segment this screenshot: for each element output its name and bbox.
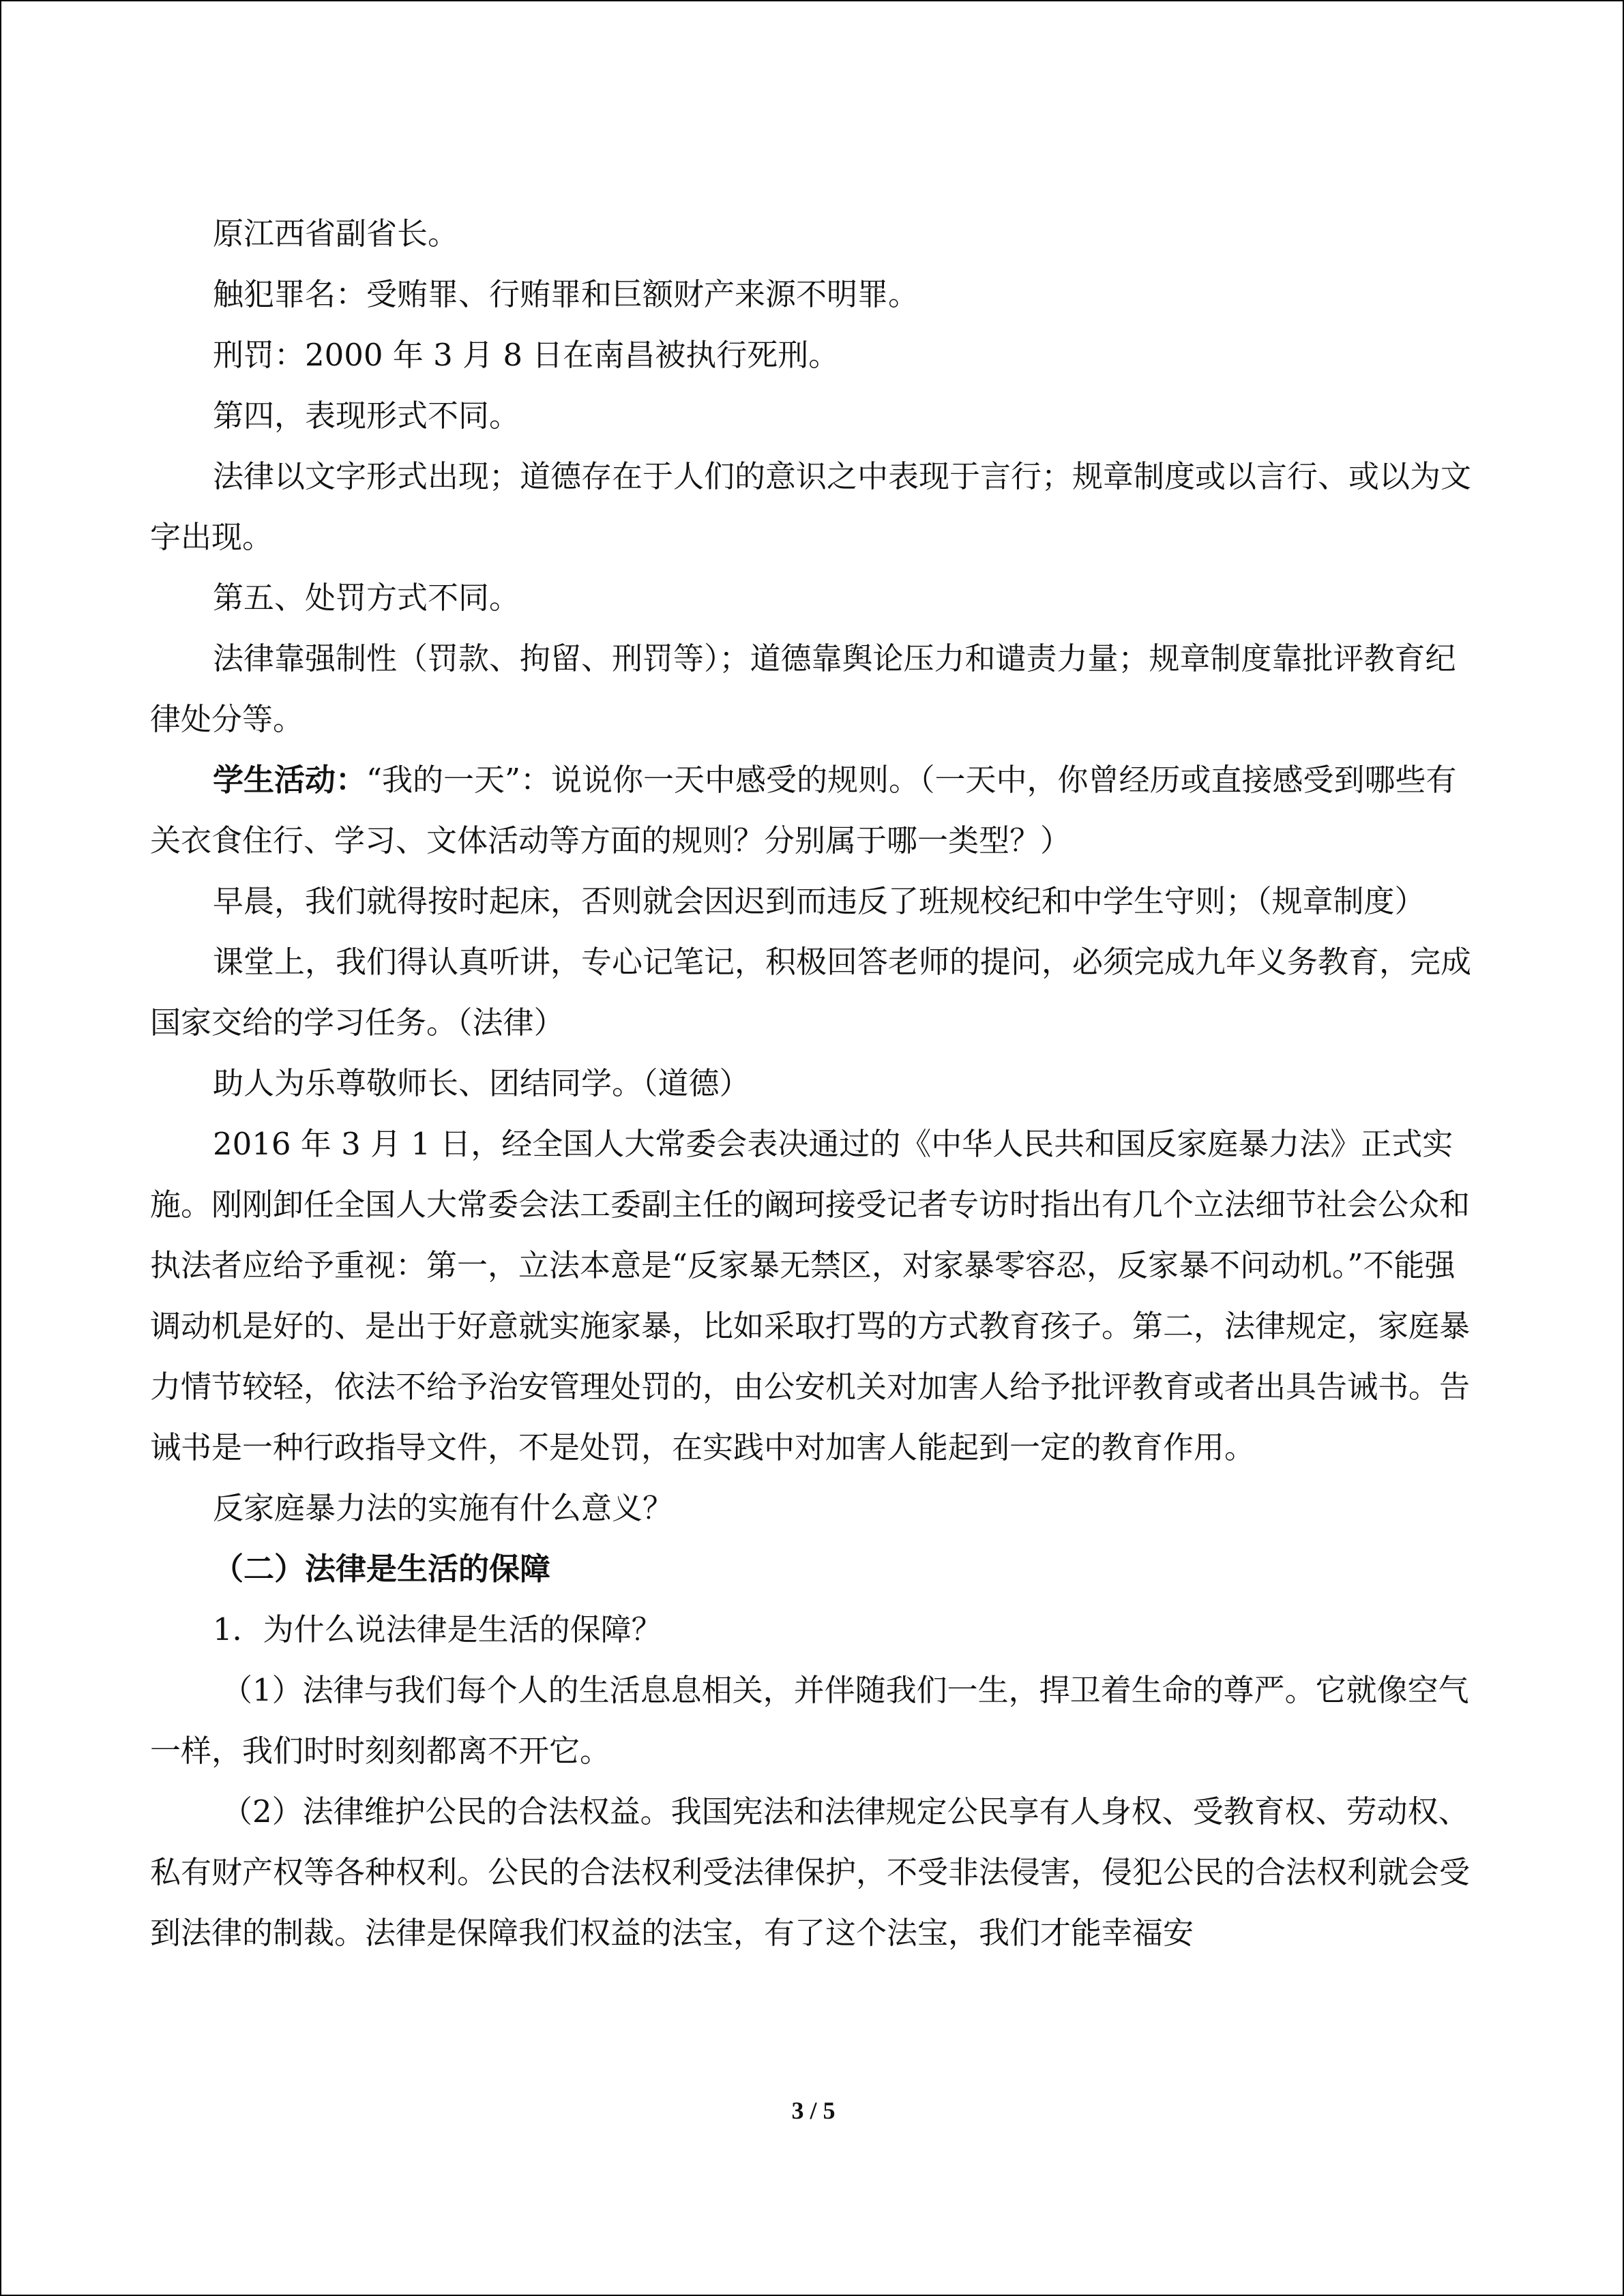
paragraph: 触犯罪名：受贿罪、行贿罪和巨额财产来源不明罪。 bbox=[213, 276, 919, 312]
paragraph: 刑罚：2000 年 3 月 8 日在南昌被执行死刑。 bbox=[213, 337, 840, 373]
page-number: 3 / 5 bbox=[791, 2097, 836, 2124]
student-activity-label: 学生活动： bbox=[213, 762, 367, 798]
page-body bbox=[150, 203, 1473, 1963]
paragraph: 法律以文字形式出现；道德存在于人们的意识之中表现于言行；规章制度或以言行、或以为文字出现。 bbox=[150, 458, 1472, 555]
paragraph: 课堂上，我们得认真听讲，专心记笔记，积极回答老师的提问，必须完成九年义务教育，完成国家交给的学习任务。（法律） bbox=[150, 944, 1472, 1041]
paragraph: 2016 年 3 月 1 日，经全国人大常委会表决通过的《中华人民共和国反家庭暴力法》正式实施。刚刚卸任全国人大常委会法工委副主任的阚珂接受记者专访时指出有几个立法细节社会公众和执法者应给予重视：第一，立法本意是“反家暴无禁区，对家暴零容忍，反家暴不问动机。”不能强调动机是好的、是出于好意就实施家暴，比如采取打骂的方式教育孩子。第二，法律规定，家庭暴力情节较轻，依法不给予治安管理处罚的，由公安机关对加害人给予批评教育或者出具告诫书。告诫书是一种行政指导文件，不是处罚，在实践中对加害人能起到一定的教育作用。 bbox=[150, 1126, 1471, 1465]
section-heading: （二）法律是生活的保障 bbox=[213, 1551, 551, 1587]
paragraph: 第四，表现形式不同。 bbox=[213, 398, 520, 434]
paragraph: （1）法律与我们每个人的生活息息相关，并伴随我们一生，捍卫着生命的尊严。它就像空气一样，我们时时刻刻都离不开它。 bbox=[150, 1672, 1469, 1769]
paragraph: 原江西省副省长。 bbox=[213, 215, 459, 252]
student-activity-text: “我的一天”：说说你一天中感受的规则。（一天中，你曾经历或直接感受到哪些有关衣食住行、学习、文体活动等方面的规则？分别属于哪一类型？） bbox=[150, 762, 1457, 859]
paragraph: 法律靠强制性（罚款、拘留、刑罚等）；道德靠舆论压力和谴责力量；规章制度靠批评教育纪律处分等。 bbox=[150, 640, 1456, 737]
student-activity-paragraph bbox=[150, 749, 1473, 871]
paragraph: 早晨，我们就得按时起床，否则就会因迟到而违反了班规校纪和中学生守则；（规章制度） bbox=[213, 883, 1426, 919]
paragraph: （2）法律维护公民的合法权益。我国宪法和法律规定公民享有人身权、受教育权、劳动权、私有财产权等各种权利。公民的合法权利受法律保护，不受非法侵害，侵犯公民的合法权利就会受到法律的制裁。法律是保障我们权益的法宝，有了这个法宝，我们才能幸福安 bbox=[150, 1793, 1471, 1951]
paragraph: 第五、处罚方式不同。 bbox=[213, 580, 520, 616]
paragraph: 反家庭暴力法的实施有什么意义？ bbox=[213, 1490, 674, 1526]
paragraph: 1．为什么说法律是生活的保障？ bbox=[213, 1611, 662, 1648]
paragraph: 助人为乐尊敬师长、团结同学。（道德） bbox=[213, 1065, 750, 1101]
